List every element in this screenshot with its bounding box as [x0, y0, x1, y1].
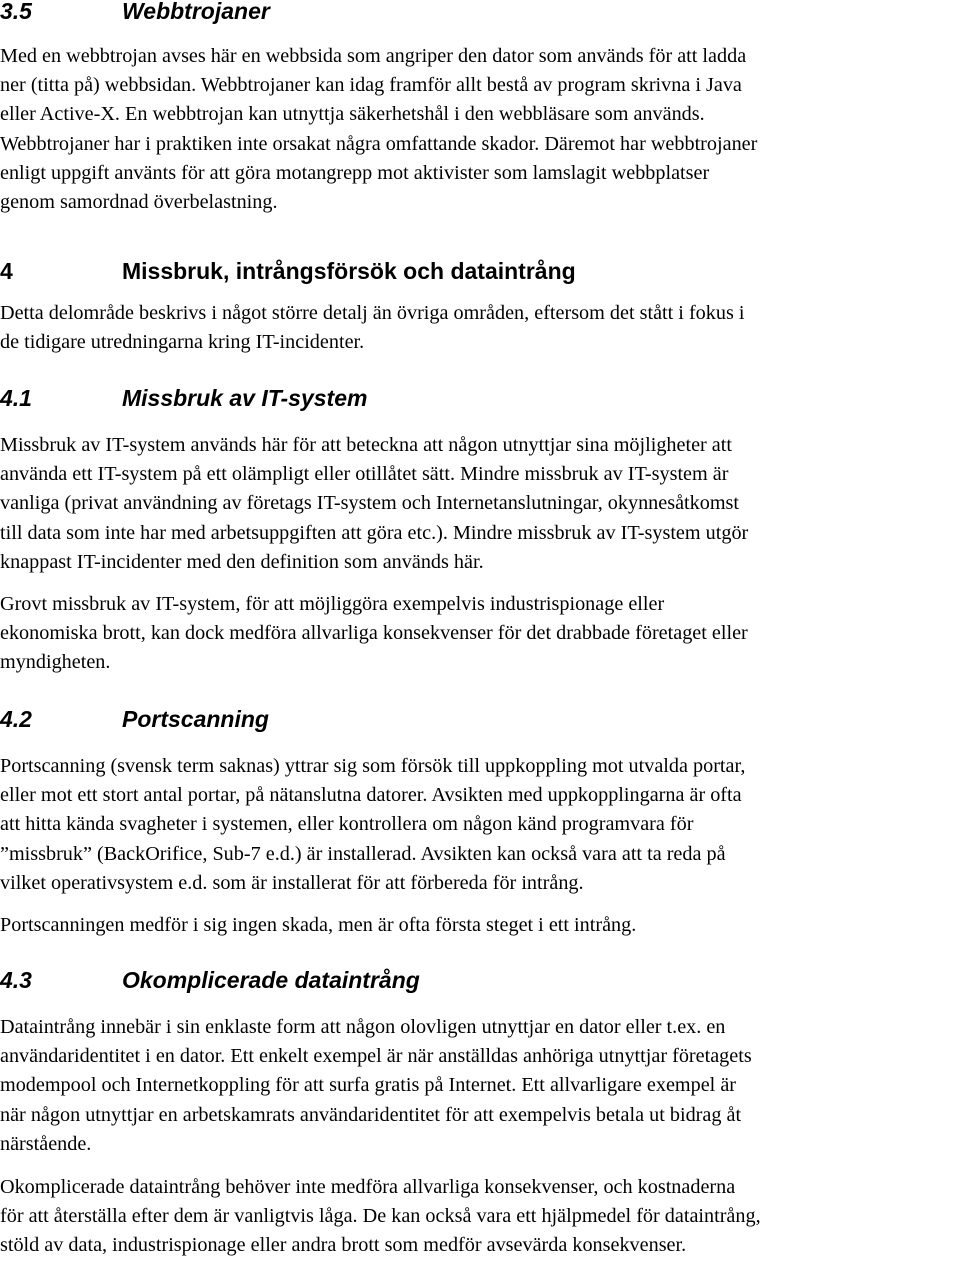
- text-line: de tidigare utredningarna kring IT-incidenter.: [0, 331, 365, 354]
- text-line: genom samordnad överbelastning.: [0, 191, 278, 214]
- paragraph: [0, 590, 960, 678]
- text-line: Dataintrång innebär i sin enklaste form att någon olovligen utnyttjar en dator eller t.ex. en: [0, 1016, 726, 1038]
- section-number: 3.5: [0, 0, 32, 24]
- text-line: Detta delområde beskrivs i något större detalj än övriga områden, eftersom det stått i fokus i: [0, 302, 745, 324]
- paragraph: [0, 431, 960, 577]
- text-line: enligt uppgift använts för att göra motangrepp mot aktivister som lamslagit webbplatser: [0, 161, 710, 184]
- paragraph: [0, 1013, 960, 1159]
- text-line: Med en webbtrojan avses här en webbsida som angriper den dator som används för att ladda: [0, 45, 747, 67]
- section-title: Missbruk, intrångsförsök och dataintrång: [122, 258, 576, 284]
- text-line: Missbruk av IT-system används här för att beteckna att någon utnyttjar sina möjligheter att: [0, 434, 732, 456]
- text-line: myndigheten.: [0, 651, 111, 674]
- text-line: knappast IT-incidenter med den definition som används här.: [0, 550, 484, 573]
- text-line: att hitta kända svagheter i systemen, eller kontrollera om någon känd programvara för: [0, 813, 694, 836]
- text-line: vanliga (privat användning av företags IT-system och Internetanslutningar, okynnesåtkomst: [0, 492, 740, 515]
- section-title: Missbruk av IT-system: [122, 385, 368, 411]
- text-line: vilket operativsystem e.d. som är installerat för att förbereda för intrång.: [0, 871, 584, 894]
- paragraph: [0, 911, 960, 940]
- section-title: Webbtrojaner: [122, 0, 270, 24]
- text-line: ”missbruk” (BackOrifice, Sub-7 e.d.) är installerad. Avsikten kan också vara att ta reda på: [0, 842, 726, 865]
- text-line: när någon utnyttjar en arbetskamrats användaridentitet för att exempelvis betala ut bidrag åt: [0, 1103, 742, 1126]
- text-line: stöld av data, industrispionage eller andra brott som medför avsevärda konsekvenser.: [0, 1234, 687, 1257]
- paragraph: [0, 752, 960, 898]
- text-line: Grovt missbruk av IT-system, för att möjliggöra exempelvis industrispionage eller: [0, 593, 665, 615]
- section-number: 4.2: [0, 706, 32, 732]
- text-line: modempool och Internetkoppling för att surfa gratis på Internet. Ett allvarligare exempel är: [0, 1074, 737, 1097]
- text-line: eller Active-X. En webbtrojan kan utnyttja säkerhetshål i den webbläsare som används.: [0, 103, 705, 126]
- paragraph: [0, 42, 960, 217]
- text-line: Webbtrojaner har i praktiken inte orsakat några omfattande skador. Däremot har webbtrojaner: [0, 132, 758, 155]
- text-line: Portscanningen medför i sig ingen skada, men är ofta första steget i ett intrång.: [0, 914, 637, 936]
- section-number: 4.3: [0, 967, 32, 993]
- text-line: eller mot ett stort antal portar, på nätanslutna datorer. Avsikten med uppkopplingarna är ofta: [0, 784, 742, 807]
- text-line: Okomplicerade dataintrång behöver inte medföra allvarliga konsekvenser, och kostnaderna: [0, 1176, 736, 1198]
- text-line: använda ett IT-system på ett olämpligt eller otillåtet sätt. Mindre missbruk av IT-system är: [0, 463, 729, 486]
- paragraph: [0, 1173, 960, 1261]
- text-line: ner (titta på) webbsidan. Webbtrojaner kan idag framför allt bestå av program skrivna i Java: [0, 74, 742, 97]
- text-line: för att återställa efter dem är vanligtvis låga. De kan också vara ett hjälpmedel för dataintrång,: [0, 1205, 761, 1228]
- text-line: användaridentitet i en dator. Ett enkelt exempel är när anställdas anhöriga utnyttjar företagets: [0, 1045, 752, 1068]
- text-line: till data som inte har med arbetsuppgiften att göra etc.). Mindre missbruk av IT-system utgör: [0, 521, 749, 544]
- section-title: Portscanning: [122, 706, 269, 732]
- section-number: 4.1: [0, 385, 32, 411]
- section-number: 4: [0, 258, 13, 284]
- paragraph: [0, 299, 960, 357]
- text-line: Portscanning (svensk term saknas) yttrar sig som försök till uppkoppling mot utvalda portar,: [0, 755, 746, 777]
- text-line: ekonomiska brott, kan dock medföra allvarliga konsekvenser för det drabbade företaget eller: [0, 622, 748, 645]
- text-line: närstående.: [0, 1132, 92, 1155]
- section-title: Okomplicerade dataintrång: [122, 967, 420, 993]
